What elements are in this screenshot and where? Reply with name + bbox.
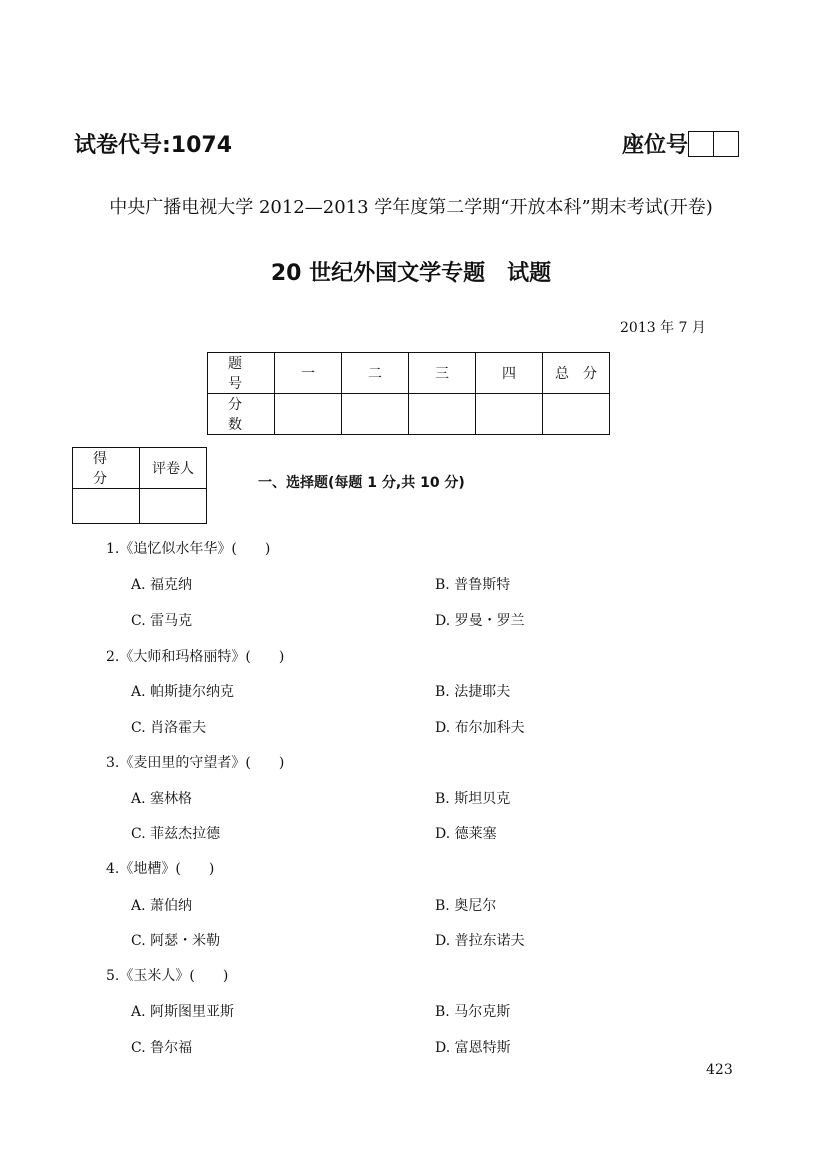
option-b: B. 法捷耶夫 — [435, 684, 511, 700]
option-c: C. 鲁尔福 — [131, 1040, 193, 1056]
option-a: A. 塞林格 — [131, 791, 193, 807]
score-table-header: 三 — [409, 353, 476, 394]
score-cell — [476, 394, 543, 435]
seat-label: 座位号 — [622, 133, 689, 158]
seat-box-1 — [688, 131, 714, 157]
score-table — [207, 352, 610, 435]
grader-label: 评卷人 — [140, 448, 207, 489]
score-cell — [409, 394, 476, 435]
option-b: B. 斯坦贝克 — [435, 791, 511, 807]
question-stem: 3.《麦田里的守望者》( ) — [106, 755, 285, 771]
option-b: B. 普鲁斯特 — [435, 577, 511, 593]
score-table-header: 二 — [342, 353, 409, 394]
option-d: D. 罗曼・罗兰 — [435, 613, 525, 629]
option-b: B. 马尔克斯 — [435, 1004, 511, 1020]
score-table-row-label: 分 数 — [208, 394, 275, 435]
page-number: 423 — [706, 1062, 733, 1078]
section-heading: 一、选择题(每题 1 分,共 10 分) — [258, 475, 465, 491]
exam-title: 20 世纪外国文学专题 试题 — [270, 261, 552, 286]
option-a: A. 阿斯图里亚斯 — [131, 1004, 235, 1020]
grader-table — [72, 447, 207, 524]
score-cell — [543, 394, 610, 435]
score-cell — [342, 394, 409, 435]
question-stem: 1.《追忆似水年华》( ) — [106, 541, 271, 557]
exam-subtitle: 中央广播电视大学 2012—2013 学年度第二学期“开放本科”期末考试(开卷) — [109, 197, 713, 218]
exam-date: 2013 年 7 月 — [620, 320, 706, 336]
score-table-header: 四 — [476, 353, 543, 394]
option-d: D. 德莱塞 — [435, 826, 497, 842]
question-stem: 4.《地槽》( ) — [106, 861, 215, 877]
score-table-header: 一 — [275, 353, 342, 394]
option-d: D. 普拉东诺夫 — [435, 933, 525, 949]
score-table-header: 题 号 — [208, 353, 275, 394]
exam-code: 试卷代号:1074 — [74, 133, 233, 158]
option-a: A. 帕斯捷尔纳克 — [131, 684, 235, 700]
option-c: C. 阿瑟・米勒 — [131, 933, 221, 949]
score-table-header: 总 分 — [543, 353, 610, 394]
option-c: C. 雷马克 — [131, 613, 193, 629]
question-stem: 2.《大师和玛格丽特》( ) — [106, 649, 285, 665]
grader-name-cell — [140, 489, 207, 524]
option-a: A. 福克纳 — [131, 577, 193, 593]
option-d: D. 富恩特斯 — [435, 1040, 511, 1056]
seat-number — [622, 128, 739, 159]
seat-box-2 — [714, 131, 739, 157]
score-cell — [275, 394, 342, 435]
option-c: C. 菲兹杰拉德 — [131, 826, 221, 842]
grader-score-cell — [73, 489, 140, 524]
grader-score-label: 得 分 — [73, 448, 140, 489]
option-d: D. 布尔加科夫 — [435, 720, 525, 736]
option-b: B. 奥尼尔 — [435, 898, 497, 914]
option-c: C. 肖洛霍夫 — [131, 720, 207, 736]
question-stem: 5.《玉米人》( ) — [106, 968, 229, 984]
option-a: A. 萧伯纳 — [131, 898, 193, 914]
